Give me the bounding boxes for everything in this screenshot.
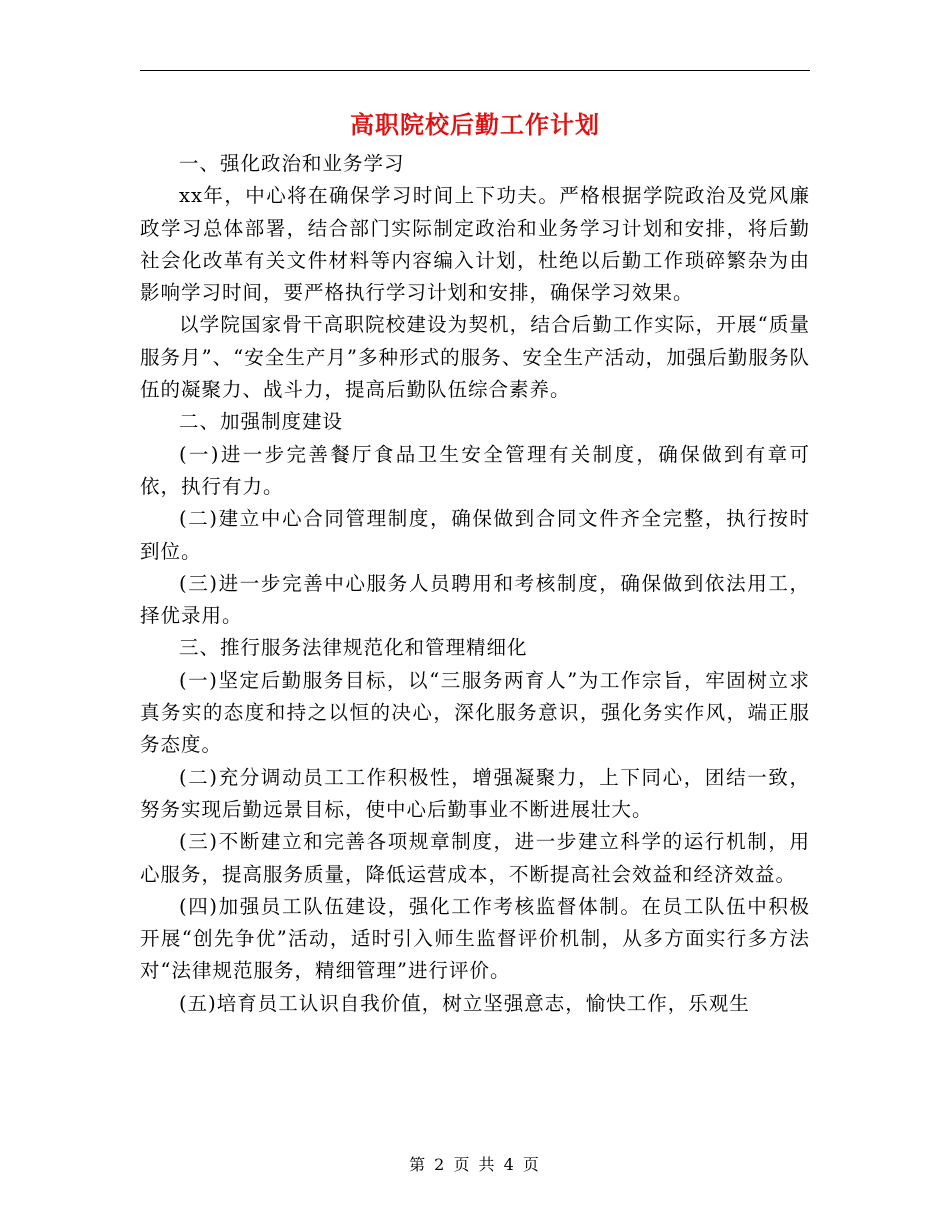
paragraph: (五)培育员工认识自我价值，树立坚强意志，愉快工作，乐观生 — [179, 991, 750, 1015]
paragraph: (三)不断建立和完善各项规章制度，进一步建立科学的运行机制，用心服务，提高服务质量，降低运营成本，不断提高社会效益和经济效益。 — [140, 830, 810, 886]
paragraph: (一)坚定后勤服务目标，以“三服务两育人”为工作宗旨，牢固树立求真务实的态度和持之以恒的决心，深化服务意识，强化务实作风，端正服务态度。 — [140, 668, 810, 757]
section-heading-2: 二、加强制度建设 — [179, 410, 344, 434]
document-title: 高职院校后勤工作计划 — [350, 110, 600, 139]
paragraph: xx年，中心将在确保学习时间上下功夫。严格根据学院政治及党风廉政学习总体部署，结合部门实际制定政治和业务学习计划和安排，将后勤社会化改革有关文件材料等内容编入计划，杜绝以后勤工作琐碎繁杂为由影响学习时间，要严格执行学习计划和安排，确保学习效果。 — [140, 184, 810, 305]
section-heading-1: 一、强化政治和业务学习 — [179, 152, 405, 175]
paragraph: (三)进一步完善中心服务人员聘用和考核制度，确保做到依法用工，择优录用。 — [140, 571, 810, 628]
paragraph: (二)建立中心合同管理制度，确保做到合同文件齐全完整，执行按时到位。 — [140, 507, 810, 563]
header-rule — [140, 70, 810, 71]
paragraph: (二)充分调动员工工作积极性，增强凝聚力，上下同心，团结一致，努务实现后勤远景目标，使中心后勤事业不断进展壮大。 — [140, 765, 810, 821]
paragraph: (一)进一步完善餐厅食品卫生安全管理有关制度，确保做到有章可依，执行有力。 — [140, 442, 810, 498]
section-heading-3: 三、推行服务法律规范化和管理精细化 — [179, 636, 528, 660]
paragraph: (四)加强员工队伍建设，强化工作考核监督体制。在员工队伍中积极开展“创先争优”活动，适时引入师生监督评价机制，从多方面实行多方法对“法律规范服务，精细管理”进行评价。 — [140, 894, 810, 983]
page-number: 第 2 页 共 4 页 — [409, 1155, 541, 1174]
document-body — [140, 148, 810, 1020]
paragraph: 以学院国家骨干高职院校建设为契机，结合后勤工作实际，开展“质量服务月”、“安全生产月”多种形式的服务、安全生产活动，加强后勤服务队伍的凝聚力、战斗力，提高后勤队伍综合素养。 — [140, 313, 810, 402]
